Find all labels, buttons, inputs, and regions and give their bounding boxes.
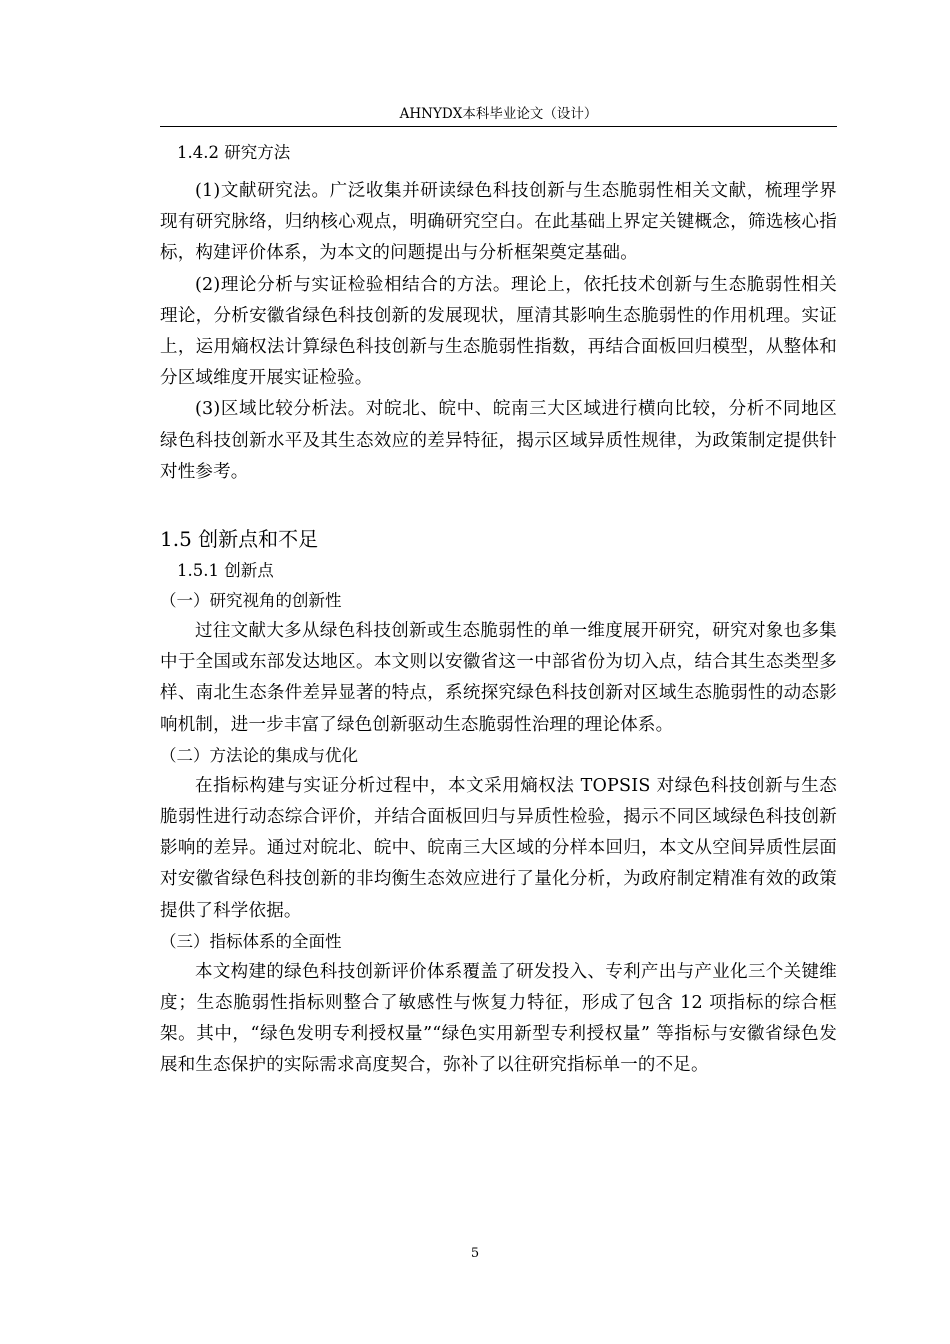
paragraph-method-2: (2)理论分析与实证检验相结合的方法。理论上，依托技术创新与生态脆弱性相关理论，分析安徽省绿色科技创新的发展现状，厘清其影响生态脆弱性的作用机理。实证上，运用熵权法计算绿色科技创新与生态脆弱性指数，再结合面板回归模型，从整体和分区域维度开展实证检验。: [160, 274, 837, 389]
item-text-3: 本文构建的绿色科技创新评价体系覆盖了研发投入、专利产出与产业化三个关键维度；生态脆弱性指标则整合了敏感性与恢复力特征，形成了包含 12 项指标的综合框架。其中，“绿色发明专利授权量”“绿色实用新型专利授权量” 等指标与安徽省绿色发展和生态保护的实际需求高度契合，弥补了以往研究指标单一的不足。: [160, 961, 837, 1076]
item-label-3: （三）指标体系的全面性: [160, 931, 342, 951]
section-heading-1-5-1: 1.5.1 创新点: [177, 561, 274, 581]
section-heading-1-5: 1.5 创新点和不足: [160, 527, 319, 552]
paragraph-method-3: (3)区域比较分析法。对皖北、皖中、皖南三大区域进行横向比较，分析不同地区绿色科技创新水平及其生态效应的差异特征，揭示区域异质性规律，为政策制定提供针对性参考。: [160, 399, 837, 482]
item-label-1: （一）研究视角的创新性: [160, 591, 342, 611]
paragraph-method-1: (1)文献研究法。广泛收集并研读绿色科技创新与生态脆弱性相关文献，梳理学界现有研究脉络，归纳核心观点，明确研究空白。在此基础上界定关键概念，筛选核心指标，构建评价体系，为本文的问题提出与分析框架奠定基础。: [160, 181, 837, 264]
running-header: AHNYDX本科毕业论文（设计）: [160, 104, 837, 127]
item-text-2: 在指标构建与实证分析过程中，本文采用熵权法 TOPSIS 对绿色科技创新与生态脆弱性进行动态综合评价，并结合面板回归与异质性检验，揭示不同区域绿色科技创新影响的差异。通过对皖北、皖中、皖南三大区域的分样本回归，本文从空间异质性层面对安徽省绿色科技创新的非均衡生态效应进行了量化分析，为政府制定精准有效的政策提供了科学依据。: [160, 775, 837, 921]
section-heading-1-4-2: 1.4.2 研究方法: [177, 143, 291, 162]
page-content: [160, 138, 837, 1082]
page-number: 5: [470, 1246, 480, 1261]
item-text-1: 过往文献大多从绿色科技创新或生态脆弱性的单一维度展开研究，研究对象也多集中于全国或东部发达地区。本文则以安徽省这一中部省份为切入点，结合其生态类型多样、南北生态条件差异显著的特点，系统探究绿色科技创新对区域生态脆弱性的动态影响机制，进一步丰富了绿色创新驱动生态脆弱性治理的理论体系。: [160, 621, 837, 735]
item-label-2: （二）方法论的集成与优化: [160, 745, 358, 765]
